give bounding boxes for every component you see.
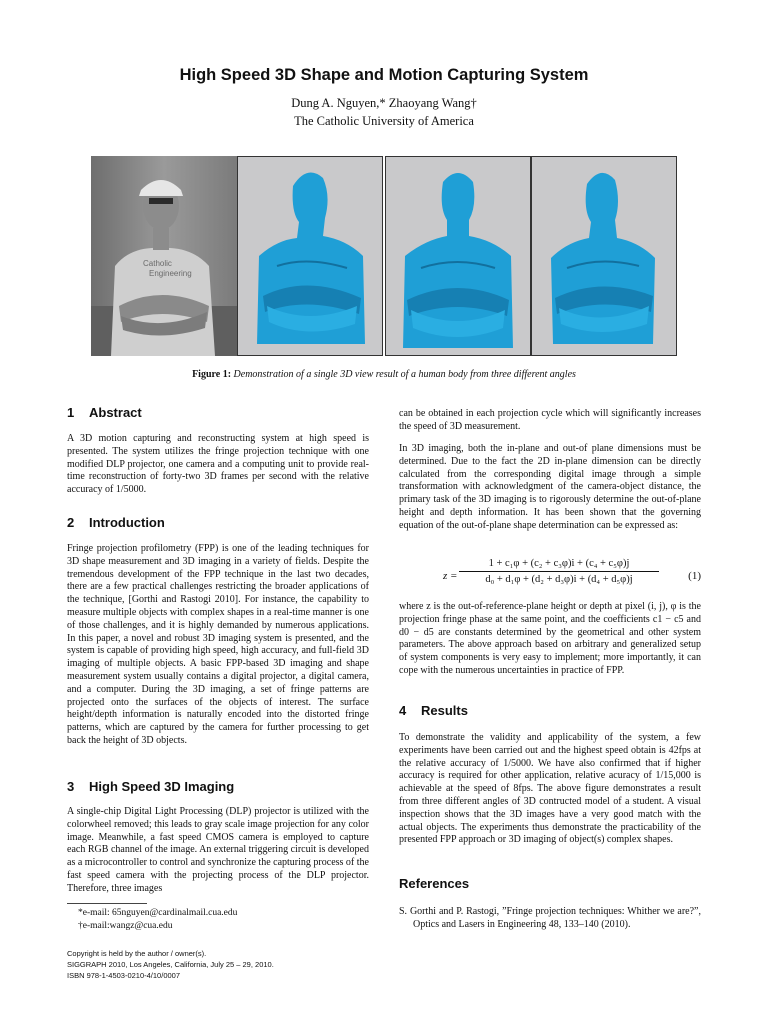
figure-caption bbox=[0, 369, 768, 380]
section-heading-abstract: 1 Abstract bbox=[67, 405, 142, 420]
figure-caption-text: Demonstration of a single 3D view result of a human body from three different angles bbox=[233, 369, 576, 380]
svg-text:Engineering: Engineering bbox=[149, 269, 192, 278]
model-view-front-right bbox=[531, 156, 677, 356]
model-view-front bbox=[385, 156, 531, 356]
model-view-front-left bbox=[237, 156, 383, 356]
section-heading-imaging: 3 High Speed 3D Imaging bbox=[67, 779, 235, 794]
introduction-text: Fringe projection profilometry (FPP) is one of the leading techniques for 3D shape measurement and 3D imaging in a variety of fields. Despite the tremendous development of the FPP technique in the last two decades, there are a few practical challenges restricting the broader applications of the technique, [Gorthi and Rastogi 2010]. For instance, the capability to measure multiple objects with complex shapes in a real-time manner is one of those challenges, and it is highly demanded by numerous applications. In this paper, a novel and robust 3D imaging system is presented, and the system is capable of providing high speed, high accuracy, and full-field 3D imaging of multiple objects. A basic FPP-based 3D imaging and shape measurement system usually contains a digital projector, a digital camera, and a computer. During the 3D imaging, a set of fringe patterns are projected onto the surfaces of the objects of interest. The surface height/depth information is naturally encoded into the distorted fringe patterns, which are captured by the camera for further processing to get back the height of 3D objects. bbox=[67, 543, 369, 746]
authors: Dung A. Nguyen,* Zhaoyang Wang† bbox=[291, 96, 477, 110]
equation-1 bbox=[399, 556, 701, 594]
copyright-line-3: ISBN 978-1-4503-0210-4/10/0007 bbox=[67, 971, 180, 980]
section-heading-references: References bbox=[399, 876, 470, 891]
abstract-text: A 3D motion capturing and reconstructing system at high speed is presented. The system utilizes the fringe projection technique with one modified DLP projector, one camera and a computing unit to provide real-time reconstruction of forty-two 3D frames per second with the relative accuracy of 1/5000. bbox=[67, 433, 369, 496]
svg-text:Catholic: Catholic bbox=[143, 259, 172, 268]
equation-number: (1) bbox=[688, 570, 701, 582]
section-heading-results: 4 Results bbox=[399, 703, 468, 718]
right-paragraph-2: In 3D imaging, both the in-plane and out-of plane dimensions must be determined. Due to the fact the 2D in-plane dimension can be directly calculated from the corresponding digital image through a simple transformation with acknowledgment of the camera-object distance, the primary task of the 3D imaging is to rigorously determine the out-of-plane height and depth information. It has been shown that the governing equation of the out-of-plane shape determination can be expressed as: bbox=[399, 443, 701, 531]
imaging-text: A single-chip Digital Light Processing (DLP) projector is utilized with the colorwheel removed; this leads to gray scale image projection for any color image. Meanwhile, a fast speed CMOS camera is employed to capture each RGB channel of the image. An external triggering circuit is developed as a microcontroller to control and synchronize the capturing process of the fast speed camera with the projecting process of the DLP projector. Therefore, three images bbox=[67, 806, 369, 894]
copyright-line-1: Copyright is held by the author / owner(s). bbox=[67, 949, 207, 958]
results-text: To demonstrate the validity and applicability of the system, a few experiments have been carried out and the highest speed obtain is 42fps at the relative accuracy of 1/5000. We have also confirmed that if higher accuracy is required for other application, relative acuracy of 1/15,000 is achievable at the speed of 8fps. The above figure demonstrates a result from three different angles of 3D contructed model of a student. A visual inspection shows that the 3D images have a very good match with the actual objects. The experiments thus demonstrate the practicability of the presented FPP approach or 3D imaging of object(s) complex shapes. bbox=[399, 732, 701, 846]
equation-denominator: d₀ + d₁φ + (d₂ + d₃φ)i + (d₄ + d₅φ)j bbox=[485, 574, 633, 585]
figure-1 bbox=[91, 156, 677, 356]
equation-numerator: 1 + c₁φ + (c₂ + c₃φ)i + (c₄ + c₅φ)j bbox=[459, 558, 659, 572]
section-heading-introduction: 2 Introduction bbox=[67, 515, 165, 530]
right-paragraph-3: where z is the out-of-reference-plane height or depth at pixel (i, j), φ is the projection fringe phase at the same point, and the coefficients c1 − c5 and d0 − d5 are constants determined by the geometrical and other system parameters. The above approach based on arbitrary and generalized setup of system components is very easy to implement; more importantly, it can cope with the numerous uncertainties in practice of FPP. bbox=[399, 601, 701, 676]
figure-label: Figure 1: bbox=[192, 369, 232, 380]
paper-title: High Speed 3D Shape and Motion Capturing System bbox=[179, 66, 589, 84]
equation-lhs: z = bbox=[443, 570, 458, 582]
footnote-rule bbox=[67, 903, 147, 904]
right-paragraph-1: can be obtained in each projection cycle which will significantly increases the speed of 3D measurement. bbox=[399, 408, 701, 432]
reference-entry: S. Gorthi and P. Rastogi, ”Fringe projection techniques: Whither we are?”, Optics and Lasers in Engineering 48, 133–140 (2010). bbox=[399, 906, 701, 930]
affiliation: The Catholic University of America bbox=[294, 114, 474, 128]
footnote-email-2: †e-mail:wangz@cua.edu bbox=[78, 921, 173, 931]
photo-panel bbox=[91, 156, 237, 356]
copyright-line-2: SIGGRAPH 2010, Los Angeles, California, July 25 – 29, 2010. bbox=[67, 960, 274, 969]
footnote-email-1: *e-mail: 65nguyen@cardinalmail.cua.edu bbox=[78, 908, 238, 918]
